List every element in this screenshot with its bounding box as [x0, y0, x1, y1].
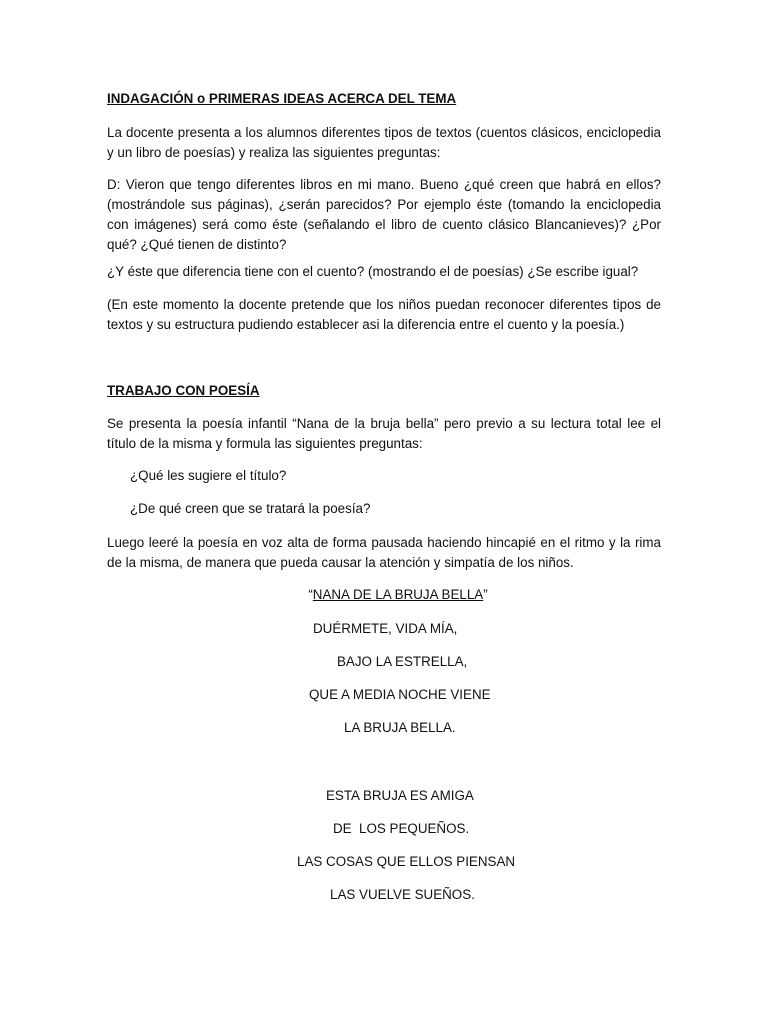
poem-line: ESTA BRUJA ES AMIGA	[326, 788, 474, 803]
poem-line: DE LOS PEQUEÑOS.	[333, 821, 470, 836]
quote-close: ”	[483, 587, 488, 602]
paragraph-intro: La docente presenta a los alumnos diferentes tipos de textos (cuentos clásicos, enciclopedia y un libro de poesías) y realiza las siguientes preguntas:	[107, 125, 661, 160]
poem-line: QUE A MEDIA NOCHE VIENE	[309, 687, 491, 702]
poem-title-text: NANA DE LA BRUJA BELLA	[312, 587, 484, 602]
paragraph-question: ¿Y éste que diferencia tiene con el cuento? (mostrando el de poesías) ¿Se escribe igual?	[107, 264, 639, 279]
quote-open: “	[308, 587, 313, 602]
paragraph-dialogue: D: Vieron que tengo diferentes libros en mi mano. Bueno ¿qué creen que habrá en ellos? (mostrándole sus páginas), ¿serán parecidos? Por ejemplo éste (tomando la enciclopedia con imágenes) será como éste (señalando el libro de cuento clásico Blancanieves)? ¿Por qué? ¿Qué tienen de distinto?	[107, 177, 661, 252]
poem-line: LAS VUELVE SUEÑOS.	[330, 887, 475, 902]
paragraph-poem-intro: Se presenta la poesía infantil “Nana de la bruja bella” pero previo a su lectura total lee el título de la misma y formula las siguientes preguntas:	[107, 416, 661, 451]
question-item: ¿De qué creen que se tratará la poesía?	[130, 501, 371, 516]
section-heading-trabajo-poesia: TRABAJO CON POESÍA	[107, 383, 260, 398]
question-item: ¿Qué les sugiere el título?	[130, 468, 287, 483]
poem-line: LAS COSAS QUE ELLOS PIENSAN	[297, 854, 516, 869]
paragraph-reading: Luego leeré la poesía en voz alta de forma pausada haciendo hincapié en el ritmo y la rima de la misma, de manera que pueda causar la atención y simpatía de los niños.	[107, 535, 661, 570]
poem-title	[14, 585, 768, 605]
section-heading-indagacion: INDAGACIÓN o PRIMERAS IDEAS ACERCA DEL TEMA	[107, 91, 457, 106]
poem-line: LA BRUJA BELLA.	[344, 720, 456, 735]
poem-line: DUÉRMETE, VIDA MÍA,	[313, 621, 458, 636]
poem-line: BAJO LA ESTRELLA,	[337, 654, 468, 669]
paragraph-note: (En este momento la docente pretende que los niños puedan reconocer diferentes tipos de textos y su estructura pudiendo establecer asi la diferencia entre el cuento y la poesía.)	[107, 297, 661, 332]
